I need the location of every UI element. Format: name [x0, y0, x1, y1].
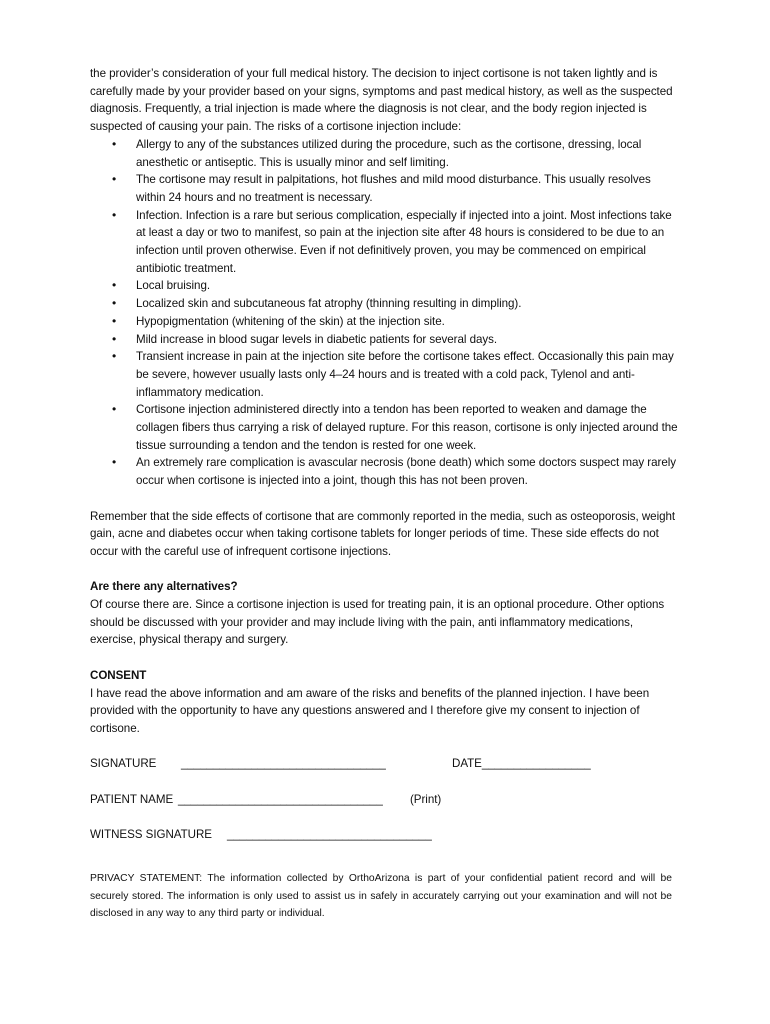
risk-item-tendon: • Cortisone injection administered directly into a tendon has been reported to weaken and damage the collagen fibers thus carrying a risk of delayed rupture. For this reason, cortisone is only injected around the tissue surrounding a tendon and the tendon is rested for one week.	[136, 401, 682, 454]
risk-item-atrophy: • Localized skin and subcutaneous fat atrophy (thinning resulting in dimpling).	[136, 295, 682, 313]
risk-item-necrosis: • An extremely rare complication is avascular necrosis (bone death) which some doctors suspect may rarely occur when cortisone is injected into a joint, though this has not been proven.	[136, 454, 682, 489]
spacer	[90, 649, 682, 667]
spacer	[90, 490, 682, 508]
alternatives-heading: Are there any alternatives?	[90, 580, 238, 594]
signature-line[interactable]: ________________________________	[181, 757, 386, 771]
consent-paragraph: I have read the above information and am aware of the risks and benefits of the planned injection. I have been provided with the opportunity to have any questions answered and I therefore give my consent to injection of cortisone.	[90, 686, 650, 735]
patient-name-label: PATIENT NAME	[90, 792, 174, 806]
document-body	[90, 65, 682, 844]
risk-item-infection: • Infection. Infection is a rare but serious complication, especially if injected into a joint. Most infections take at least a day or two to manifest, so pain at the injection site after 48 hours is considered to be due to an infection until proven otherwise. Even if not definitively proven, you may be commenced on empirical antibiotic treatment.	[136, 207, 682, 278]
spacer	[90, 808, 682, 826]
remember-paragraph: Remember that the side effects of cortisone that are commonly reported in the media, such as osteoporosis, weight gain, acne and diabetes occur when taking cortisone tablets for longer periods of time. These side effects do not occur with the careful use of infrequent cortisone injections.	[90, 509, 676, 558]
risk-item-allergy: • Allergy to any of the substances utilized during the procedure, such as the cortisone, dressing, local anesthetic or antiseptic. This is usually minor and self limiting.	[136, 136, 682, 171]
print-note: (Print)	[410, 792, 442, 806]
patient-name-line[interactable]: ________________________________	[178, 792, 383, 806]
witness-line[interactable]: ________________________________	[227, 828, 432, 842]
spacer	[90, 773, 682, 791]
risk-item-blood-sugar: • Mild increase in blood sugar levels in diabetic patients for several days.	[136, 331, 682, 349]
witness-label: WITNESS SIGNATURE	[90, 828, 212, 842]
consent-heading: CONSENT	[90, 668, 147, 682]
privacy-statement: PRIVACY STATEMENT: The information collected by OrthoArizona is part of your confidential patient record and will be securely stored. The information is only used to assist us in safely in accurately carrying out your examination and will not be disclosed in any way to any third party or individual.	[90, 873, 672, 920]
risk-item-bruising: • Local bruising.	[136, 277, 682, 295]
risks-list	[90, 136, 682, 490]
signature-row	[90, 755, 682, 773]
risk-item-transient-pain: • Transient increase in pain at the injection site before the cortisone takes effect. Occasionally this pain may be severe, however usually lasts only 4–24 hours and is treated with a cold pack, Tylenol and anti-inflammatory medication.	[136, 348, 682, 401]
signature-label: SIGNATURE	[90, 757, 157, 771]
intro-paragraph: the provider’s consideration of your full medical history. The decision to inject cortisone is not taken lightly and is carefully made by your provider based on your signs, symptoms and past medical history, as well as the suspected diagnosis. Frequently, a trial injection is made where the diagnosis is not clear, and the body region injected is suspected of causing your pain. The risks of a cortisone injection include:	[90, 67, 673, 134]
date-field[interactable]: DATE_________________	[452, 757, 591, 771]
alternatives-paragraph: Of course there are. Since a cortisone injection is used for treating pain, it is an optional procedure. Other options should be discussed with your provider and may include living with the pain, anti inflammatory medications, exercise, physical therapy and surgery.	[90, 598, 665, 647]
risk-item-palpitations: • The cortisone may result in palpitations, hot flushes and mild mood disturbance. This usually resolves within 24 hours and no treatment is necessary.	[136, 171, 682, 206]
patient-name-row	[90, 791, 682, 809]
spacer	[90, 738, 682, 756]
risk-item-hypopigmentation: • Hypopigmentation (whitening of the skin) at the injection site.	[136, 313, 682, 331]
spacer	[90, 561, 682, 579]
witness-row	[90, 826, 682, 844]
